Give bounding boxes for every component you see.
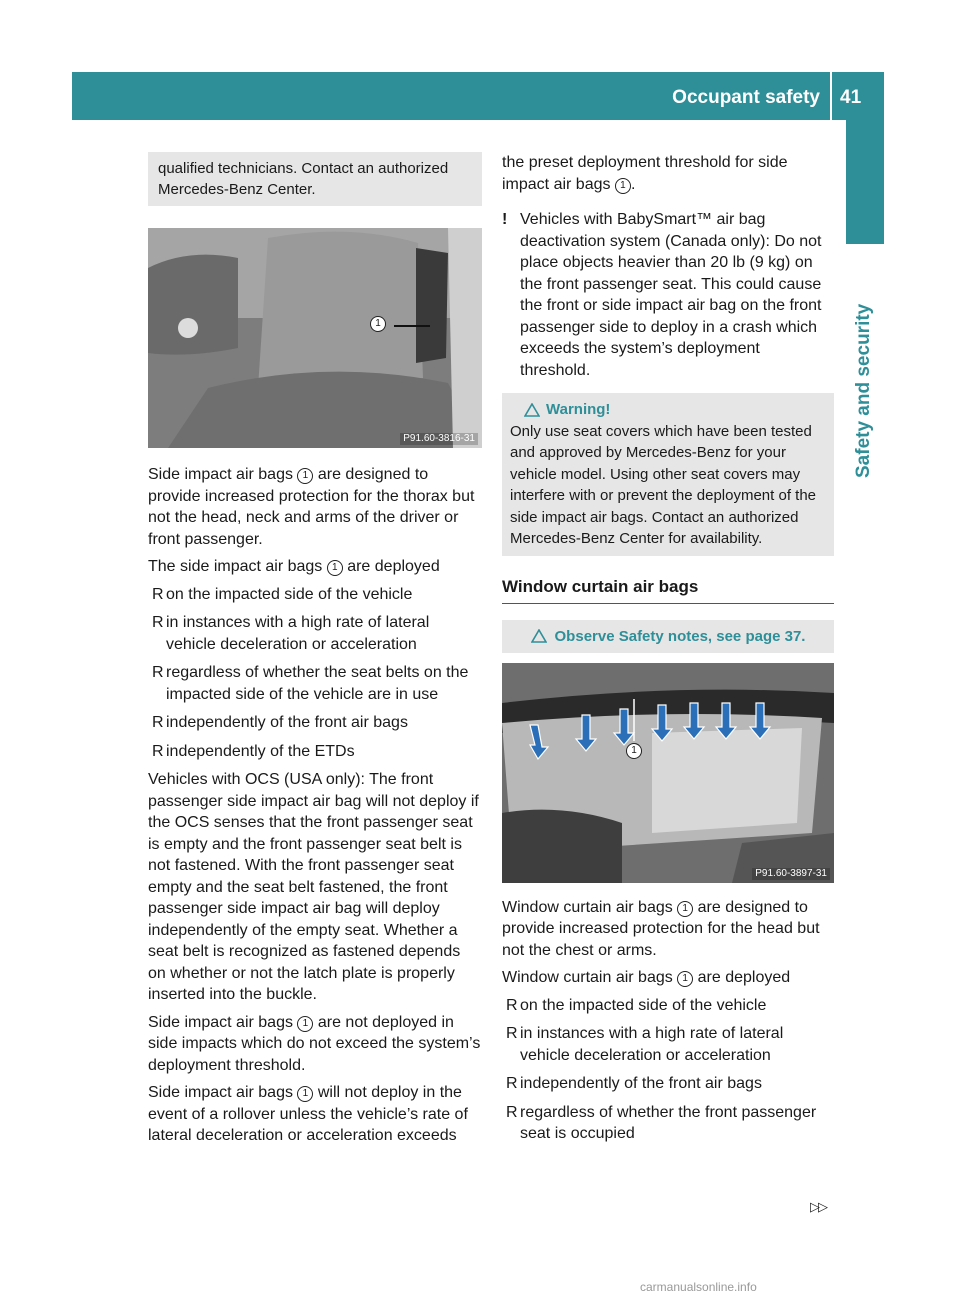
list-item: R in instances with a high rate of lateral vehicle deceleration or acceleration [152, 614, 430, 653]
header-divider [830, 72, 832, 120]
photo-reference: P91.60-3897-31 [752, 868, 830, 880]
paragraph-curtain-design: Window curtain air bags 1 are designed to provide increased protection for the head but not the chest or arms. [502, 898, 820, 959]
list-item: R in instances with a high rate of lateral vehicle deceleration or acceleration [506, 1025, 784, 1064]
callout-1-icon: 1 [297, 468, 313, 484]
warning-text: Only use seat covers which have been tested and approved by Mercedes-Benz for your vehicle model. Using other seat covers may interfere with or prevent the deployment of the side impact air bags. Contact an authorized Mercedes-Benz Center for availability. [510, 422, 817, 547]
list-item: R regardless of whether the seat belts on the impacted side of the vehicle are in use [152, 664, 469, 703]
curtain-airbag-photo [502, 663, 834, 883]
safety-notes-box: Observe Safety notes, see page 37. [502, 620, 834, 653]
callout-1-icon: 1 [297, 1086, 313, 1102]
warning-box [502, 393, 834, 556]
warning-heading: Warning! [524, 399, 826, 421]
section-label [848, 264, 878, 504]
warning-triangle-icon [524, 403, 540, 417]
callout-1-icon: 1 [297, 1016, 313, 1032]
list-item: R independently of the front air bags [506, 1075, 762, 1092]
left-column [148, 152, 482, 1153]
paragraph-side-airbag-deployed: The side impact air bags 1 are deployed [148, 558, 440, 575]
callout-1-icon: 1 [327, 560, 343, 576]
list-item: R on the impacted side of the vehicle [152, 585, 413, 603]
exclamation-icon: ! [502, 211, 508, 228]
babysmart-note: ! Vehicles with BabySmart™ air bag deactivation system (Canada only): Do not place objects heavier than 20 lb (9 kg) on the front passenger seat. This could cause the front or side impact air bag on the front passenger side to deploy in a crash which exceeds the system’s deployment threshold. [502, 211, 822, 379]
callout-1-marker: 1 [626, 743, 642, 759]
chapter-title: Occupant safety [672, 87, 820, 108]
callout-1-marker: 1 [370, 316, 386, 332]
paragraph-side-airbag-design: Side impact air bags 1 are designed to provide increased protection for the thorax but not the head, neck and arms of the driver or front passenger. [148, 466, 475, 548]
right-column [502, 152, 834, 1152]
continue-arrows-icon: ▷▷ [810, 1199, 826, 1214]
paragraph-rollover: Side impact air bags 1 will not deploy in the event of a rollover unless the vehicle’s rate of lateral deceleration or acceleration exceeds [148, 1084, 468, 1144]
paragraph-curtain-deployed: Window curtain air bags 1 are deployed [502, 969, 791, 986]
warning-triangle-icon [531, 629, 547, 643]
list-item: R independently of the front air bags [152, 714, 408, 731]
section-label-text: Safety and security [853, 303, 874, 478]
paragraph-ocs: Vehicles with OCS (USA only): The front passenger side impact air bag will not deploy if the OCS senses that the front passenger seat is empty and the front passenger seat belt is not fastened. With the front passenger seat empty and the seat belt fastened, the front passenger side impact air bag will deploy independently of the empty seat. Whether a seat belt is recognized as fastened depends on whether or not the latch plate is properly inserted into the buckle. [148, 771, 479, 1003]
watermark: carmanualsonline.info [640, 1280, 757, 1294]
continued-note-box: qualified technicians. Contact an authorized Mercedes-Benz Center. [148, 152, 482, 206]
paragraph-threshold: the preset deployment threshold for side impact air bags 1 . [502, 154, 788, 193]
list-item: R independently of the ETDs [152, 742, 355, 760]
section-tab [846, 120, 884, 244]
callout-1-icon: 1 [677, 901, 693, 917]
page-number: 41 [840, 87, 862, 108]
side-airbag-photo [148, 228, 482, 448]
curtain-airbag-illustration [502, 663, 834, 883]
callout-1-icon: 1 [615, 178, 631, 194]
list-item: R on the impacted side of the vehicle [506, 996, 767, 1014]
seat-illustration [148, 228, 482, 448]
list-item: R regardless of whether the front passenger seat is occupied [506, 1103, 817, 1142]
callout-1-icon: 1 [677, 971, 693, 987]
section-heading: Window curtain air bags [502, 576, 834, 604]
paragraph-not-deployed: Side impact air bags 1 are not deployed in side impacts which do not exceed the system’s deployment threshold. [148, 1013, 481, 1074]
photo-reference: P91.60-3816-31 [400, 433, 478, 445]
header-bar [72, 72, 884, 120]
